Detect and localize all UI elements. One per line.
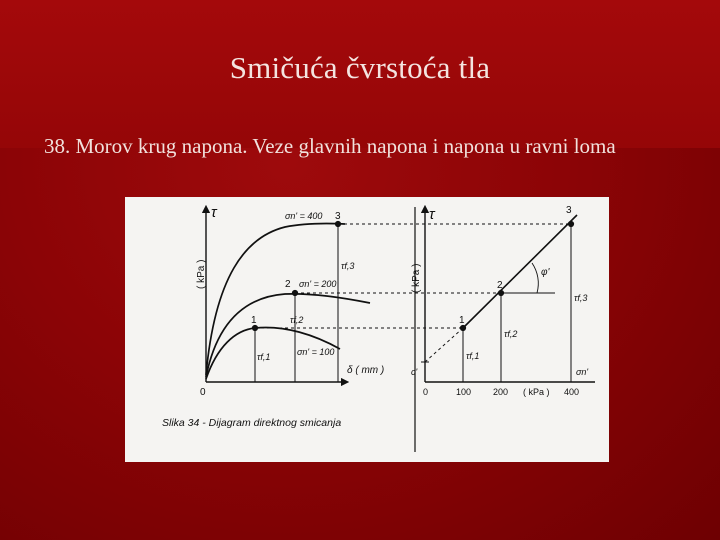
right-point-3-label: 3 xyxy=(566,205,572,216)
direct-shear-diagram xyxy=(125,197,609,462)
x-tick-400: 400 xyxy=(564,387,580,397)
curve-1-point-label: 1 xyxy=(251,315,257,326)
right-tau-2: τf,2 xyxy=(504,329,518,339)
curve-2-sigma-label: σn' = 200 xyxy=(299,279,337,289)
cohesion-label: c' xyxy=(411,367,418,377)
right-panel xyxy=(421,209,595,382)
right-y-axis-symbol: τ xyxy=(429,206,435,223)
right-y-axis-unit: ( kPa ) xyxy=(411,263,422,293)
right-x-axis-label: ( kPa ) xyxy=(523,387,550,397)
x-tick-200: 200 xyxy=(493,387,509,397)
curve-2-point-label: 2 xyxy=(285,279,291,290)
figure-caption: Slika 34 - Dijagram direktnog smicanja xyxy=(162,417,342,429)
right-point-3 xyxy=(568,221,573,226)
right-point-1 xyxy=(460,325,465,330)
curve-1-sigma-label: σn' = 100 xyxy=(297,347,335,357)
right-point-1-label: 1 xyxy=(459,315,465,326)
slide-title: Smičuća čvrstoća tla xyxy=(229,50,491,85)
right-x-axis-symbol: σn' xyxy=(576,367,589,377)
slide-bullet-text: 38. Morov krug napona. Veze glavnih napona i napona u ravni loma xyxy=(44,134,616,158)
right-panel-labels xyxy=(411,205,588,397)
friction-angle-label: φ' xyxy=(541,267,550,278)
curve-1-tau-label: τf,1 xyxy=(257,352,271,362)
left-panel xyxy=(206,209,370,382)
curve-3-sigma-label: σn' = 400 xyxy=(285,211,323,221)
failure-envelope-line xyxy=(463,215,577,328)
curve-2 xyxy=(206,294,370,377)
right-point-2-label: 2 xyxy=(497,280,503,291)
right-tau-3: τf,3 xyxy=(574,293,588,303)
x-tick-100: 100 xyxy=(456,387,472,397)
direct-shear-diagram-figure xyxy=(125,197,609,462)
angle-arc xyxy=(532,263,538,293)
right-tau-1: τf,1 xyxy=(466,351,480,361)
right-point-2 xyxy=(498,290,503,295)
curve-3-tau-label: τf,3 xyxy=(341,261,355,271)
curve-2-tau-label: τf,2 xyxy=(290,315,304,325)
curve-3-point-label: 3 xyxy=(335,211,341,222)
x-tick-0: 0 xyxy=(423,387,429,397)
left-y-axis-symbol: τ xyxy=(211,204,217,221)
left-origin-label: 0 xyxy=(200,387,206,398)
left-x-axis-label: δ ( mm ) xyxy=(347,365,385,376)
left-y-axis-unit: ( kPa ) xyxy=(196,259,207,289)
